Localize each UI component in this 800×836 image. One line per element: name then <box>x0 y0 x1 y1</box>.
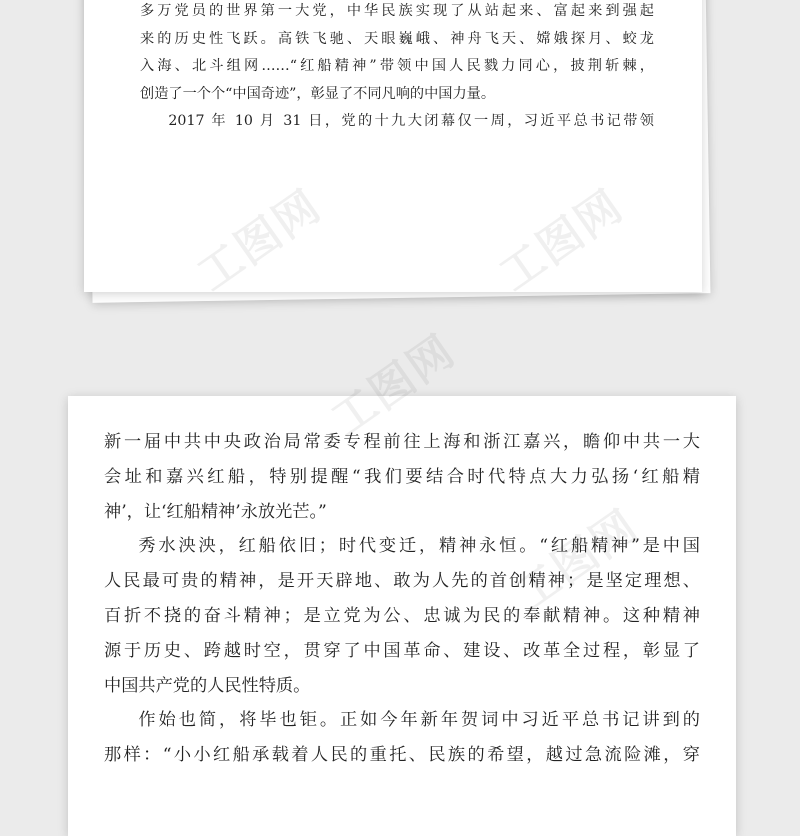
watermark-logo: 工图网 <box>322 325 465 447</box>
text-line: 人民最可贵的精神，是开天辟地、敢为人先的首创精神；是坚定理想、 <box>104 571 700 592</box>
text-line: 创造了一个个“中国奇迹”，彰显了不同凡响的中国力量。 <box>140 85 496 102</box>
text-line: 秀水泱泱，红船依旧；时代变迁，精神永恒。“红船精神”是中国 <box>138 536 700 557</box>
page-top-text <box>140 0 654 136</box>
text-line: 来的历史性飞跃。高铁飞驰、天眼巍峨、神舟飞天、嫦娥探月、蛟龙 <box>140 30 654 47</box>
page-bottom-text <box>104 425 700 773</box>
text-line: 百折不挠的奋斗精神；是立党为公、忠诚为民的奉献精神。这种精神 <box>104 605 700 626</box>
text-line: 2017 年 10 月 31 日，党的十九大闭幕仅一周，习近平总书记带领 <box>168 113 654 129</box>
text-line: 多万党员的世界第一大党，中华民族实现了从站起来、富起来到强起 <box>140 3 654 19</box>
text-line: 入海、北斗组网……“红船精神”带领中国人民戮力同心，披荆斩棘， <box>140 58 654 74</box>
text-line: 中国共产党的人民性特质。 <box>104 675 311 696</box>
document-page-bottom <box>68 396 736 836</box>
text-line: 新一届中共中央政治局常委专程前往上海和浙江嘉兴，瞻仰中共一大 <box>104 432 700 452</box>
document-page-top <box>84 0 702 292</box>
text-line: 神’，让‘红船精神’永放光芒。” <box>104 501 327 522</box>
text-line: 那样：“小小红船承载着人民的重托、民族的希望，越过急流险滩，穿 <box>104 745 700 766</box>
text-line: 会址和嘉兴红船，特别提醒“我们要结合时代特点大力弘扬‘红船精 <box>104 466 700 487</box>
text-line: 源于历史、跨越时空，贯穿了中国革命、建设、改革全过程，彰显了 <box>104 640 700 661</box>
text-line: 作始也简，将毕也钜。正如今年新年贺词中习近平总书记讲到的 <box>138 710 700 731</box>
